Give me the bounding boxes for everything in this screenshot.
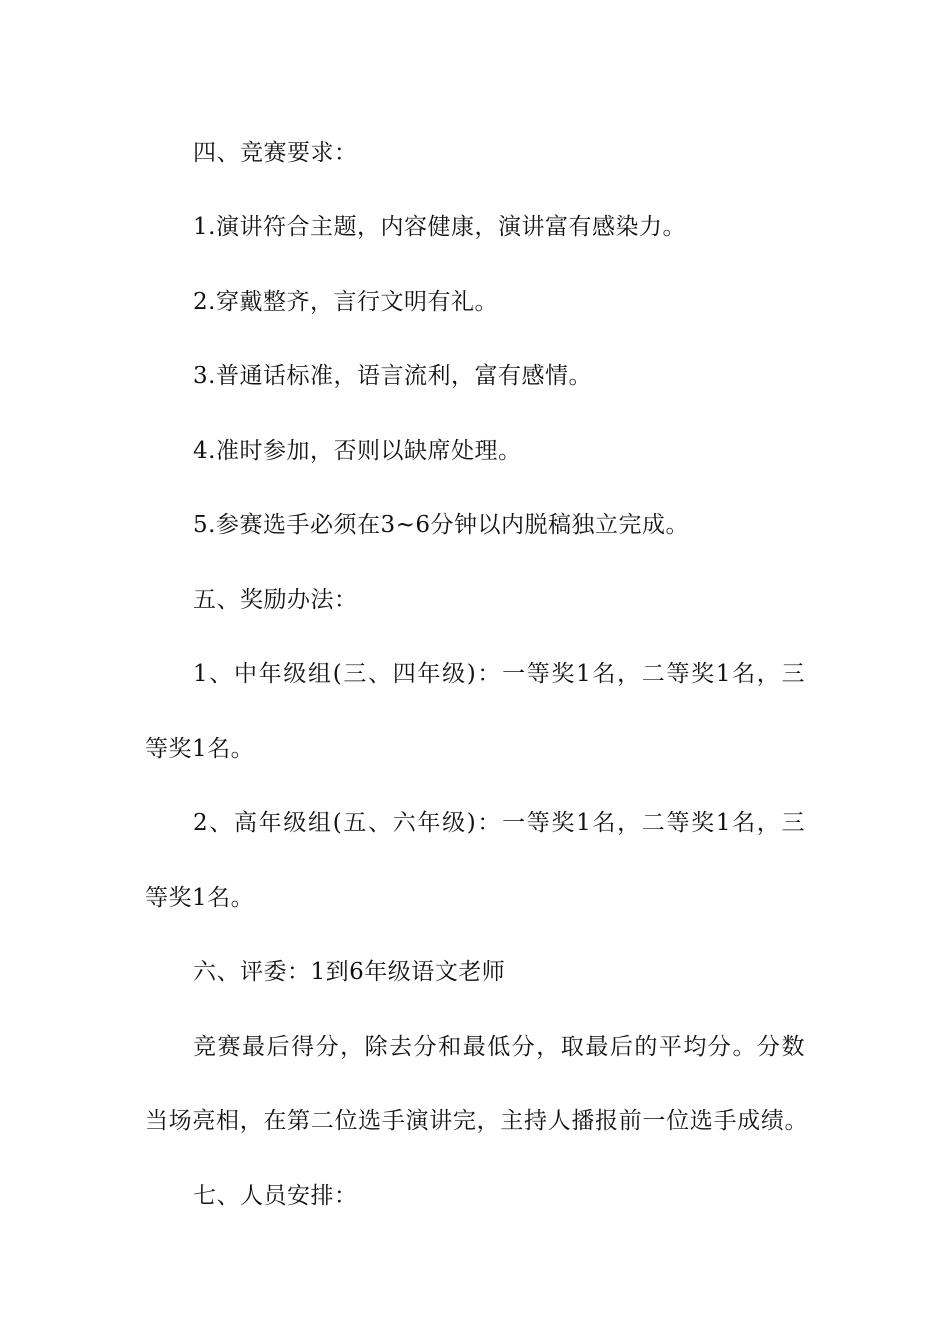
requirement-item-4: 4.准时参加，否则以缺席处理。	[193, 438, 522, 464]
requirement-item-2: 2.穿戴整齐，言行文明有礼。	[193, 289, 498, 315]
award-item-2-line-2: 等奖1名。	[145, 885, 255, 911]
requirement-item-1: 1.演讲符合主题，内容健康，演讲富有感染力。	[193, 214, 686, 240]
section-heading-awards: 五、奖励办法：	[193, 587, 358, 613]
section-heading-competition-requirements: 四、竞赛要求：	[193, 140, 358, 166]
award-item-1-line-2: 等奖1名。	[145, 736, 255, 762]
award-item-2-line-1: 2、高年级组(五、六年级)：一等奖1名，二等奖1名，三	[193, 810, 805, 836]
section-heading-staffing: 七、人员安排：	[193, 1183, 358, 1209]
requirement-item-5: 5.参赛选手必须在3~6分钟以内脱稿独立完成。	[193, 512, 689, 538]
section-heading-judges: 六、评委：1到6年级语文老师	[193, 959, 506, 985]
scoring-paragraph-line-1: 竞赛最后得分，除去分和最低分，取最后的平均分。分数	[193, 1034, 805, 1060]
scoring-paragraph-line-2: 当场亮相，在第二位选手演讲完，主持人播报前一位选手成绩。	[145, 1108, 808, 1134]
requirement-item-3: 3.普通话标准，语言流利，富有感情。	[193, 363, 592, 389]
award-item-1-line-1: 1、中年级组(三、四年级)：一等奖1名，二等奖1名，三	[193, 661, 805, 687]
